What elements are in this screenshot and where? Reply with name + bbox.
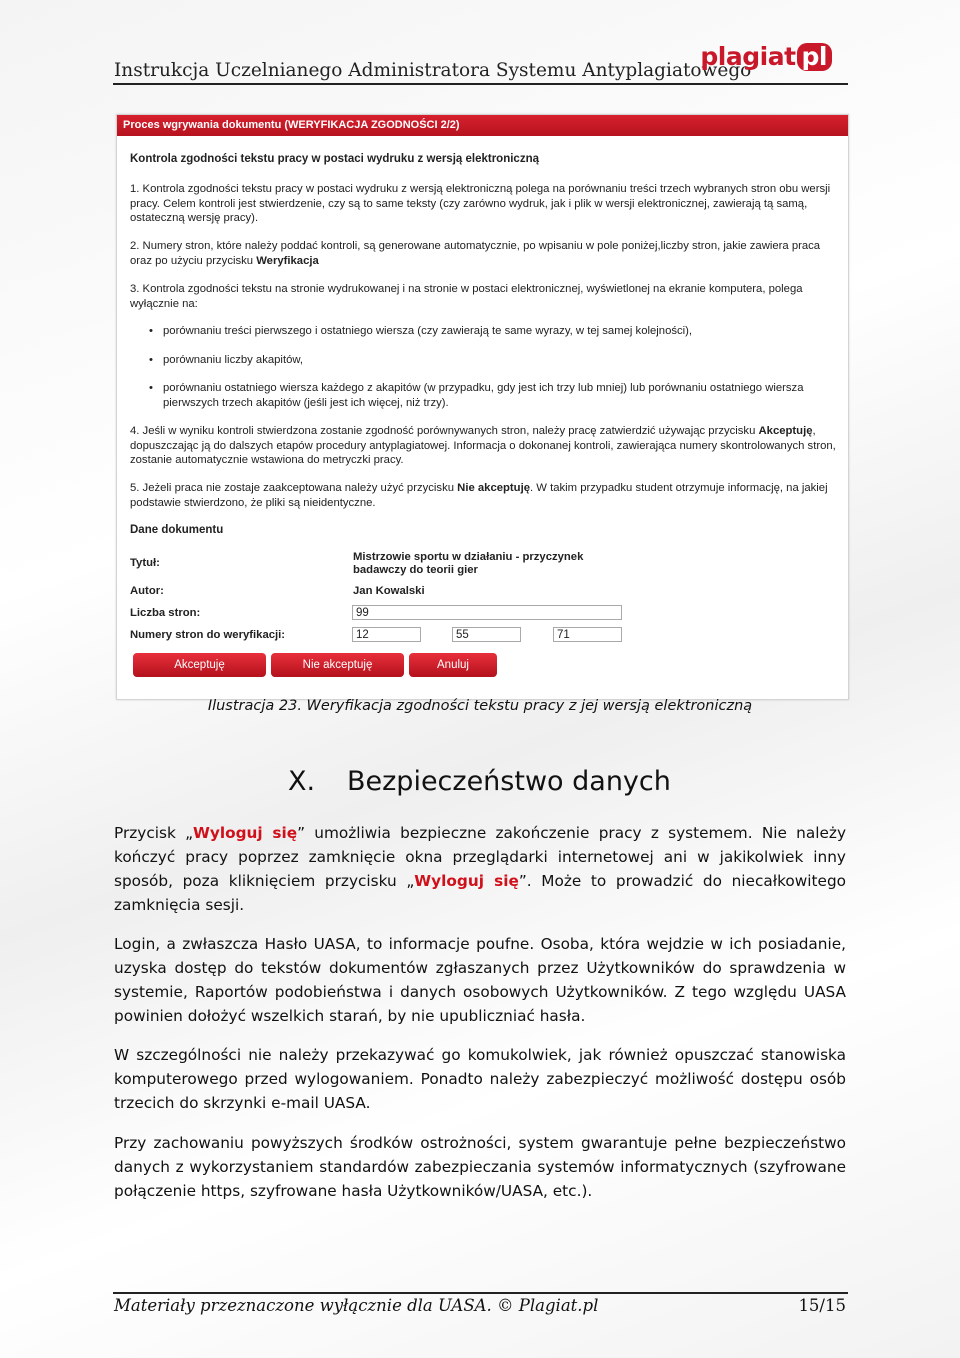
section-number: X. xyxy=(288,766,316,797)
instruction-3: 3. Kontrola zgodności tekstu na stronie wydrukowanej i na stronie w postaci elektronicznej, wyświetlonej na ekranie komputera, polega wyłącznie na: xyxy=(130,283,803,310)
title-value: Mistrzowie sportu w działaniu - przyczynek badawczy do teorii gier xyxy=(353,551,584,576)
verify-page-2-input[interactable]: 55 xyxy=(452,627,521,642)
footer-note: Materiały przeznaczone wyłącznie dla UASA. © Plagiat.pl xyxy=(114,1296,599,1315)
page-header xyxy=(113,38,848,85)
verify-page-1-input[interactable]: 12 xyxy=(352,627,421,642)
logout-link: Wyloguj się xyxy=(414,872,519,890)
page-count-label: Liczba stron: xyxy=(130,607,201,619)
reject-button[interactable]: Nie akceptuję xyxy=(271,653,404,677)
instruction-4: 4. Jeśli w wyniku kontroli stwierdzona zostanie zgodność porównywanych stron, należy pracę zatwierdzić używając przycisku Akceptuję, dopuszczając ją do dalszych etapów procedury antyplagiatowej. Informacja o dokonanej kontroli, zawierająca numery skontrolowanych stron, zostanie automatycznie wstawiona do metryczki pracy. xyxy=(130,425,836,466)
accept-button[interactable]: Akceptuję xyxy=(133,653,266,677)
page-count-input[interactable]: 99 xyxy=(352,605,622,620)
section-title: Bezpieczeństwo danych xyxy=(347,766,671,797)
logo-text: plagiat xyxy=(700,42,796,71)
bullet-item: • porównaniu treści pierwszego i ostatniego wiersza (czy zawierają te same wyrazy, w tej samej kolejności), xyxy=(163,324,833,339)
cancel-button[interactable]: Anuluj xyxy=(409,653,497,677)
dialog-heading: Kontrola zgodności tekstu pracy w postaci wydruku z wersją elektroniczną xyxy=(130,153,539,165)
paragraph-credentials: Login, a zwłaszcza Hasło UASA, to informacje poufne. Osoba, która wejdzie w ich posiadanie, uzyska dostęp do tekstów dokumentów zgłaszanych przez Użytkowników do sprawdzenia w systemie, Raportów podobieństwa i danych osobowych Użytkowników. Z tego względu UASA powinien dołożyć wszelkich starań, by nie upubliczniać hasła. xyxy=(114,935,846,1025)
author-label: Autor: xyxy=(130,585,164,597)
figure-caption: Ilustracja 23. Weryfikacja zgodności tekstu pracy z jej wersją elektroniczną xyxy=(207,698,753,714)
instruction-2: 2. Numery stron, które należy poddać kontroli, są generowane automatycznie, po wpisaniu w pole poniżej,liczby stron, jakie zawiera praca oraz po użyciu przycisku Weryfikacja xyxy=(130,240,821,267)
title-label: Tytuł: xyxy=(130,557,160,569)
plagiat-logo xyxy=(700,42,832,71)
bullet-item: • porównaniu ostatniego wiersza każdego z akapitów (w przypadku, gdy jest ich trzy lub mniej) lub porównaniu ostatniego wiersza pierwszych trzech akapitów (jeśli jest ich więcej, niż trzy). xyxy=(163,381,833,410)
author-value: Jan Kowalski xyxy=(353,585,425,597)
paragraph-workstation: W szczególności nie należy przekazywać go komukolwiek, jak również opuszczać stanowiska komputerowego przed wylogowaniem. Ponadto należy zabezpieczyć możliwość dostępu osób trzecich do skrzynki e-mail UASA. xyxy=(114,1046,846,1112)
screenshot-verification-dialog xyxy=(116,114,849,700)
logo-badge: pl xyxy=(797,43,832,71)
instruction-1: 1. Kontrola zgodności tekstu pracy w postaci wydruku z wersją elektroniczną polega na porównaniu treści trzech wybranych stron obu wersji pracy. Celem kontroli jest stwierdzenie, czy są to same teksty (czy zarówno wydruk, jak i plik w wersji elektronicznej, zawierają tą samą, ostateczną wersję pracy). xyxy=(130,183,831,224)
logout-link: Wyloguj się xyxy=(193,824,298,842)
page-footer xyxy=(113,1292,848,1315)
paragraph-logout: Przycisk „Wyloguj się” umożliwia bezpieczne zakończenie pracy z systemem. Nie należy kończyć pracy poprzez zamknięcie okna przeglądarki internetowej ani w jakikolwiek inny sposób, poza kliknięciem przycisku „Wyloguj się”. Może to prowadzić do niecałkowitego zamknięcia sesji. xyxy=(114,824,847,914)
instruction-5: 5. Jeżeli praca nie zostaje zaakceptowana należy użyć przycisku Nie akceptuję. W takim przypadku student otrzymuje informację, na jakiej podstawie stwierdzono, że pliki są nieidentyczne. xyxy=(130,482,828,509)
bullet-item: • porównaniu liczby akapitów, xyxy=(163,353,833,368)
document-title: Instrukcja Uczelnianego Administratora Systemu Antyplagiatowego xyxy=(114,60,752,81)
dialog-title: Proces wgrywania dokumentu (WERYFIKACJA ZGODNOŚCI 2/2) xyxy=(123,119,460,131)
paragraph-security-standards: Przy zachowaniu powyższych środków ostrożności, system gwarantuje pełne bezpieczeństwo danych z wykorzystaniem standardów zabezpieczania systemów informatycznych (szyfrowane połączenie https, szyfrowane hasła Użytkowników/UASA, etc.). xyxy=(114,1134,846,1200)
page-number: 15/15 xyxy=(798,1296,846,1315)
verify-page-3-input[interactable]: 71 xyxy=(553,627,622,642)
verify-pages-label: Numery stron do weryfikacji: xyxy=(130,629,286,641)
section-heading xyxy=(288,766,671,797)
dialog-title-bar xyxy=(117,115,848,136)
document-data-heading: Dane dokumentu xyxy=(130,524,224,536)
